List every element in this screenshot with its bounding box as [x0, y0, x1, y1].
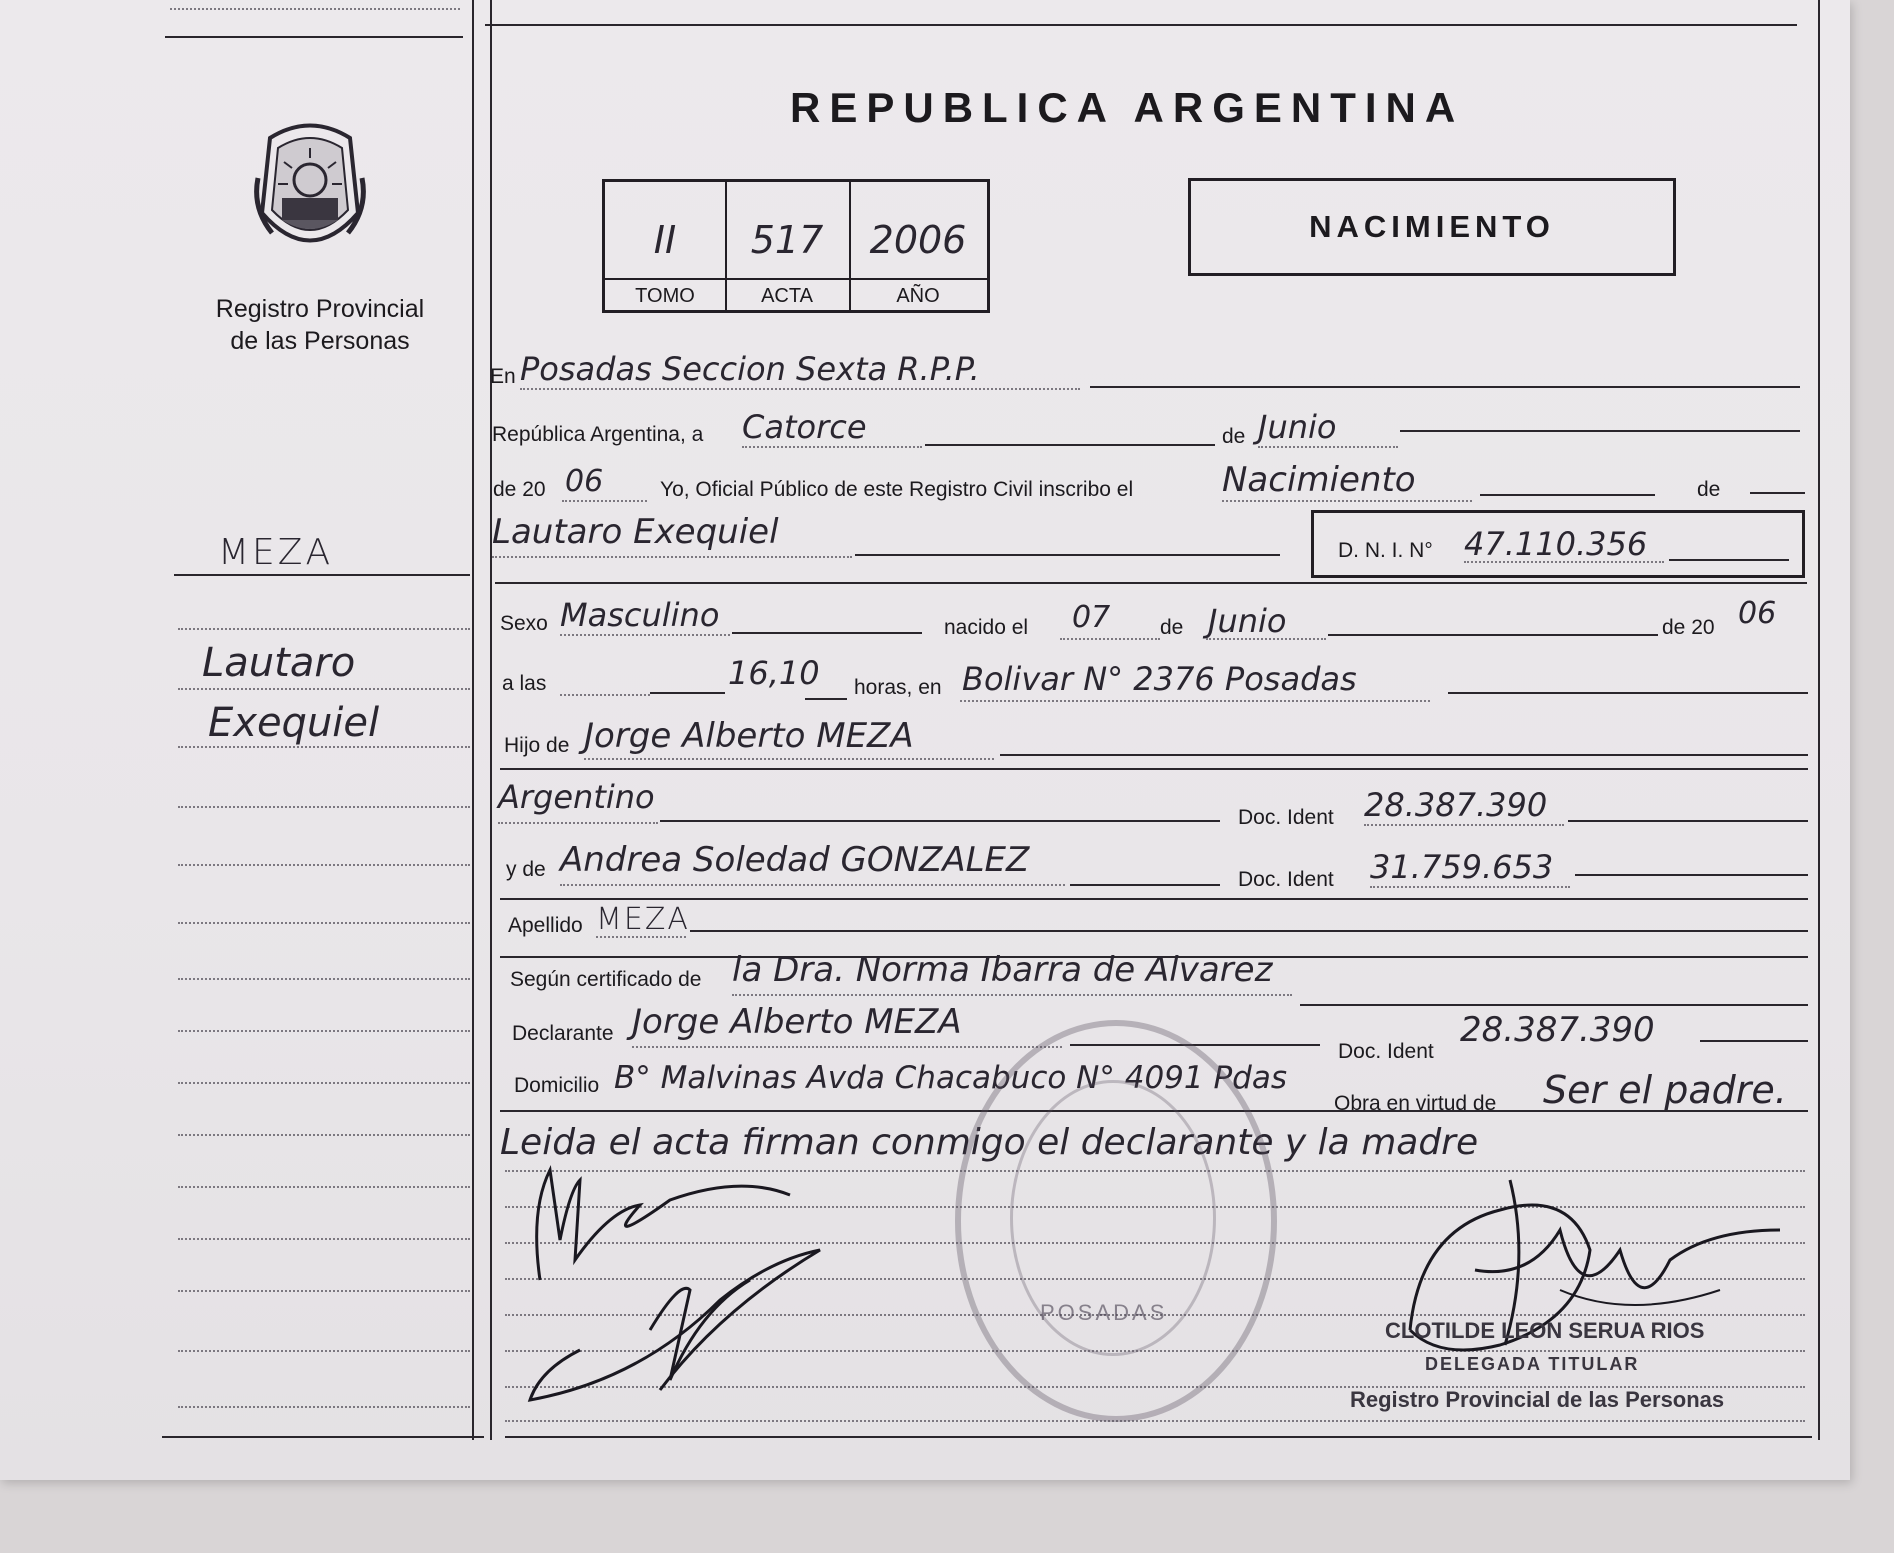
stamp-city: POSADAS — [1040, 1300, 1168, 1325]
nationality-dots — [498, 822, 658, 824]
birth-year-suffix-value: 06 — [1738, 596, 1777, 631]
tomo-cell — [605, 182, 725, 307]
father-nationality-value: Argentino — [498, 778, 655, 816]
de-rule — [1750, 492, 1805, 494]
margin-dotted-line — [178, 922, 470, 924]
dni-label: D. N. I. N° — [1338, 539, 1433, 562]
domicilio-label: Domicilio — [514, 1074, 600, 1097]
birth-place-dots — [960, 700, 1430, 702]
mother-value: Andrea Soledad GONZALEZ — [560, 840, 1030, 880]
apellido-label: Apellido — [508, 914, 583, 937]
mother-doc-value: 31.759.653 — [1370, 848, 1554, 886]
dni-dots — [1464, 561, 1664, 563]
official-role: DELEGADA TITULAR — [1425, 1354, 1640, 1374]
sexo-dots — [560, 634, 730, 636]
mother-rule — [1070, 884, 1220, 886]
event-dots — [1222, 500, 1472, 502]
de-label: de — [1222, 425, 1246, 448]
dni-box — [1311, 510, 1805, 578]
sexo-rule — [732, 632, 922, 634]
margin-given-name-1: Lautaro — [202, 640, 356, 686]
birth-day-dots — [1060, 638, 1160, 640]
margin-dotted-line — [178, 1406, 470, 1408]
child-name-dots — [492, 556, 852, 558]
birth-month-rule — [1328, 634, 1658, 636]
certificate-value: la Dra. Norma Ibarra de Alvarez — [732, 950, 1273, 990]
closing-text: Leida el acta firman conmigo el declarante y la madre — [500, 1122, 1479, 1163]
anio-value: 2006 — [869, 218, 967, 262]
child-name-value: Lautaro Exequiel — [492, 512, 779, 552]
obra-label: Obra en virtud de — [1334, 1092, 1497, 1115]
birth-day-value: 07 — [1072, 600, 1111, 635]
father-doc-rule — [1568, 820, 1808, 822]
registry-name-line2: de las Personas — [230, 327, 410, 355]
de20-label: de 20 — [493, 478, 546, 501]
acta-label: ACTA — [725, 278, 849, 312]
margin-dotted-line — [178, 628, 470, 630]
section-rule — [495, 582, 1807, 584]
record-number-box — [602, 179, 990, 313]
day-text-value: Catorce — [742, 408, 867, 446]
margin-surname: MEZA — [218, 532, 334, 573]
a-las-label: a las — [502, 672, 547, 695]
country-title: REPUBLICA ARGENTINA — [790, 84, 1465, 131]
margin-dotted-line — [178, 978, 470, 980]
father-rule — [1000, 754, 1808, 756]
anio-label: AÑO — [849, 278, 987, 312]
margin-dotted-line — [178, 746, 470, 748]
certificate-dots — [732, 994, 1292, 996]
margin-dotted-line — [178, 1082, 470, 1084]
birth-place-rule — [1448, 692, 1808, 694]
child-name-rule — [855, 554, 1280, 556]
mother-doc-dots — [1370, 886, 1570, 888]
nationality-rule — [660, 820, 1220, 822]
dni-rule — [1669, 559, 1789, 561]
place-rule — [1090, 386, 1800, 388]
margin-dotted-line — [178, 1186, 470, 1188]
declarante-doc-value: 28.387.390 — [1460, 1010, 1655, 1050]
father-value: Jorge Alberto MEZA — [584, 716, 914, 756]
year-suffix-value: 06 — [565, 464, 604, 499]
anio-cell — [849, 182, 987, 307]
tomo-value: II — [653, 218, 677, 262]
apellido-dots — [596, 936, 686, 938]
column-divider — [472, 0, 474, 1440]
margin-dotted-line — [178, 688, 470, 690]
margin-dotted-line — [178, 1238, 470, 1240]
year-dots — [562, 500, 647, 502]
mother-doc-rule — [1575, 874, 1808, 876]
birth-place-value: Bolivar N° 2376 Posadas — [962, 660, 1357, 698]
segun-label: Según certificado de — [510, 968, 702, 991]
record-type-box: NACIMIENTO — [1188, 178, 1676, 276]
place-dots — [520, 388, 1080, 390]
apellido-value: MEZA — [596, 902, 690, 937]
father-doc-value: 28.387.390 — [1364, 786, 1548, 824]
form-right-border — [1818, 0, 1820, 1440]
event-value: Nacimiento — [1222, 460, 1416, 500]
margin-dotted-line — [178, 806, 470, 808]
sexo-value: Masculino — [560, 596, 720, 634]
father-doc-dots — [1364, 824, 1564, 826]
mother-rule-2 — [500, 898, 1808, 900]
de20-label-2: de 20 — [1662, 616, 1715, 639]
margin-given-name-2: Exequiel — [208, 700, 380, 746]
top-rule-right — [485, 24, 1797, 26]
month-value: Junio — [1258, 408, 1337, 446]
bottom-rule-right — [505, 1436, 1812, 1438]
place-value: Posadas Seccion Sexta R.P.P. — [520, 350, 980, 388]
mother-doc-label: Doc. Ident — [1238, 868, 1334, 891]
day-rule — [925, 444, 1215, 446]
time-rule — [650, 692, 725, 694]
top-rule-left — [165, 36, 463, 38]
mother-dots — [560, 884, 1065, 886]
form-left-border — [490, 0, 492, 1440]
time-rule-2 — [805, 698, 847, 700]
sign-dots — [505, 1420, 1805, 1422]
official-name: CLOTILDE LEON SERUA RIOS — [1385, 1318, 1705, 1343]
time-dots — [560, 694, 650, 696]
margin-dotted-line — [178, 1350, 470, 1352]
tomo-label: TOMO — [605, 278, 725, 312]
dni-value: 47.110.356 — [1464, 525, 1648, 563]
yde-label: y de — [506, 858, 546, 881]
time-value: 16,10 — [728, 654, 820, 692]
declarante-value: Jorge Alberto MEZA — [632, 1002, 962, 1042]
father-dots — [584, 758, 994, 760]
acta-value: 517 — [750, 218, 824, 262]
republica-label: República Argentina, a — [492, 423, 704, 446]
declarante-dots — [632, 1046, 1062, 1048]
provincial-seal-icon — [250, 118, 370, 268]
official-office: Registro Provincial de las Personas — [1350, 1387, 1725, 1412]
dotted-line — [170, 8, 460, 10]
father-doc-label: Doc. Ident — [1238, 806, 1334, 829]
month-dots — [1258, 446, 1398, 448]
oficial-label: Yo, Oficial Público de este Registro Civil inscribo el — [660, 478, 1134, 501]
de-label-3: de — [1160, 616, 1184, 639]
registry-name — [180, 293, 460, 357]
hijo-label: Hijo de — [504, 734, 570, 757]
apellido-rule — [690, 930, 1808, 932]
day-dots — [742, 446, 922, 448]
margin-dotted-line — [178, 864, 470, 866]
declarante-doc-rule — [1700, 1040, 1808, 1042]
declarante-doc-label: Doc. Ident — [1338, 1040, 1434, 1063]
declarant-signature — [520, 1150, 860, 1410]
acta-cell — [725, 182, 849, 307]
margin-rule — [174, 574, 470, 576]
nacido-label: nacido el — [944, 616, 1029, 639]
margin-dotted-line — [178, 1134, 470, 1136]
sexo-label: Sexo — [500, 612, 548, 635]
certificate-rule — [1300, 1004, 1808, 1006]
birth-month-dots — [1206, 638, 1326, 640]
bottom-rule-left — [162, 1436, 484, 1438]
event-rule — [1480, 494, 1655, 496]
domicilio-value: B° Malvinas Avda Chacabuco N° 4091 Pdas — [614, 1060, 1287, 1096]
horas-label: horas, en — [854, 676, 942, 699]
registry-name-line1: Registro Provincial — [215, 295, 425, 323]
declarante-label: Declarante — [512, 1022, 614, 1045]
margin-dotted-line — [178, 1290, 470, 1292]
obra-value: Ser el padre. — [1543, 1068, 1787, 1112]
en-label: En — [490, 365, 516, 388]
father-rule-2 — [500, 768, 1808, 770]
month-rule — [1400, 430, 1800, 432]
birth-month-value: Junio — [1208, 602, 1287, 640]
de-label-2: de — [1697, 478, 1721, 501]
margin-dotted-line — [178, 1030, 470, 1032]
